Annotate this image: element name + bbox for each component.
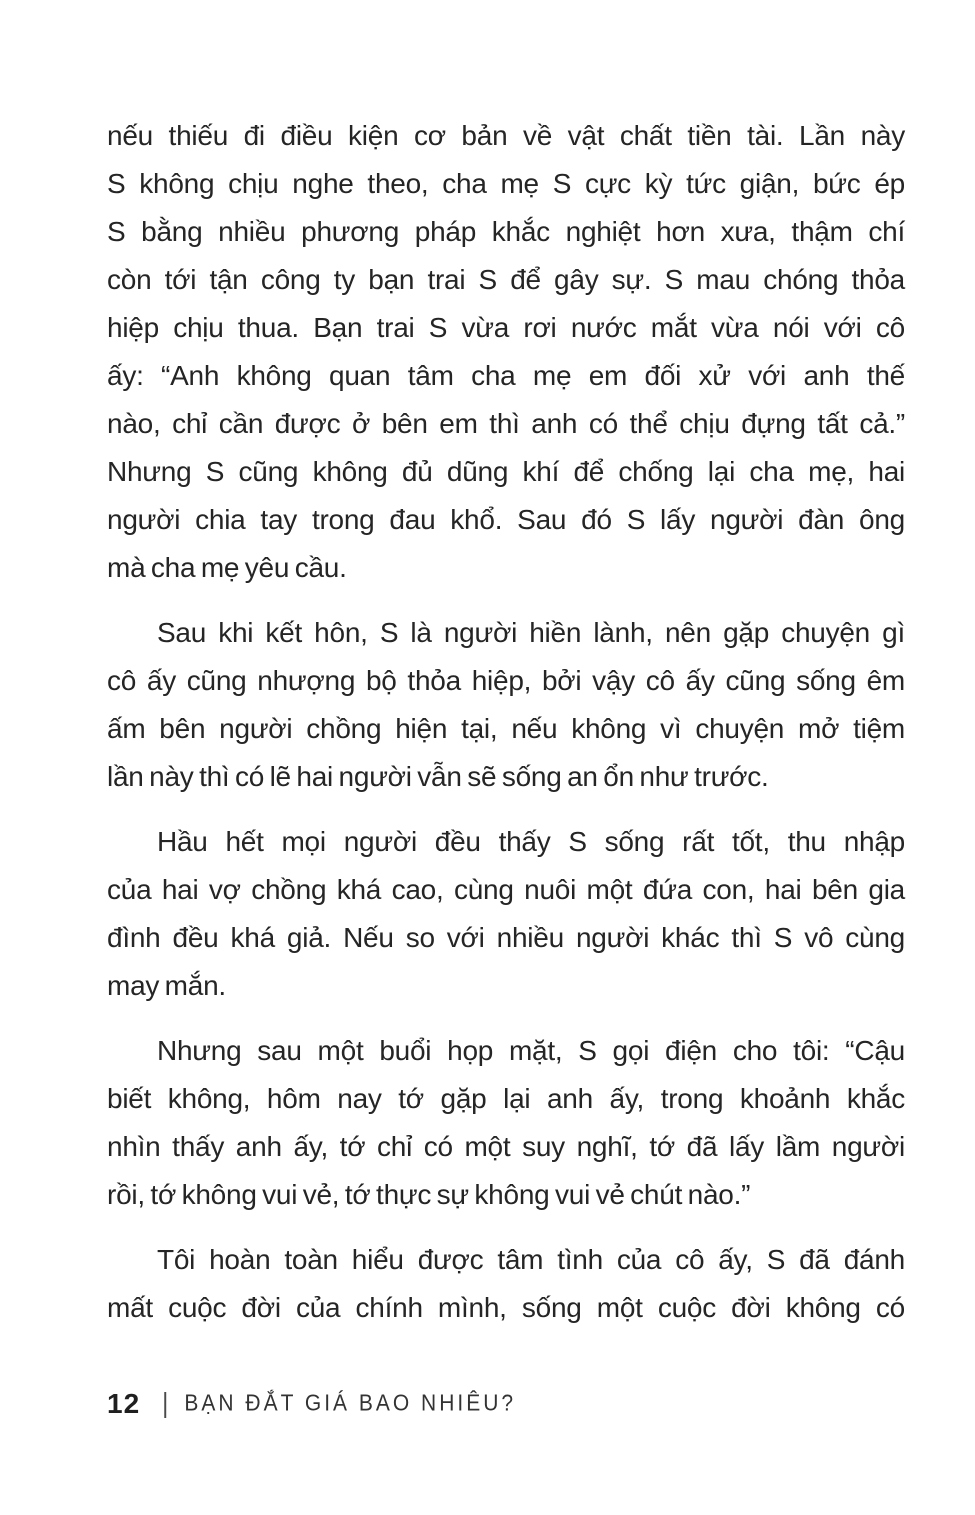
page-footer	[107, 1388, 516, 1420]
text-line: Hầu hết mọi người đều thấy S sống rất tốt, thu nhập	[157, 826, 905, 857]
text-line: đình đều khá giả. Nếu so với nhiều người khác thì S vô cùng	[107, 922, 905, 953]
paragraph	[107, 818, 905, 1010]
text-line: người chia tay trong đau khổ. Sau đó S lấy người đàn ông	[107, 504, 905, 535]
text-line: biết không, hôm nay tớ gặp lại anh ấy, trong khoảnh khắc	[107, 1083, 905, 1114]
text-line: ấm bên người chồng hiện tại, nếu không vì chuyện mở tiệm	[107, 713, 905, 744]
paragraph	[107, 112, 905, 592]
text-line: may mắn.	[107, 970, 226, 1001]
book-title: BẠN ĐẮT GIÁ BAO NHIÊU?	[184, 1390, 517, 1417]
text-line: cô ấy cũng nhượng bộ thỏa hiệp, bởi vậy cô ấy cũng sống êm	[107, 665, 905, 696]
text-line: Tôi hoàn toàn hiểu được tâm tình của cô ấy, S đã đánh	[157, 1244, 905, 1275]
text-line: rồi, tớ không vui vẻ, tớ thực sự không vui vẻ chút nào.”	[107, 1179, 751, 1210]
text-line: mà cha mẹ yêu cầu.	[107, 552, 347, 583]
text-line: mất cuộc đời của chính mình, sống một cuộc đời không có	[107, 1292, 905, 1323]
text-line: hiệp chịu thua. Bạn trai S vừa rơi nước mắt vừa nói với cô	[107, 312, 905, 343]
text-line: S bằng nhiều phương pháp khắc nghiệt hơn xưa, thậm chí	[107, 216, 905, 247]
paragraph	[107, 609, 905, 801]
text-line: ấy: “Anh không quan tâm cha mẹ em đối xử với anh thế	[107, 360, 905, 391]
text-line: của hai vợ chồng khá cao, cùng nuôi một đứa con, hai bên gia	[107, 874, 905, 905]
text-line: lần này thì có lẽ hai người vẫn sẽ sống an ổn như trước.	[107, 761, 769, 792]
text-line: nhìn thấy anh ấy, tớ chỉ có một suy nghĩ, tớ đã lấy lầm người	[107, 1131, 905, 1162]
paragraph	[107, 1027, 905, 1219]
page-text	[107, 112, 905, 1332]
text-line: còn tới tận công ty bạn trai S để gây sự. S mau chóng thỏa	[107, 264, 905, 295]
text-line: S không chịu nghe theo, cha mẹ S cực kỳ tức giận, bức ép	[107, 168, 905, 199]
text-line: Nhưng sau một buổi họp mặt, S gọi điện cho tôi: “Cậu	[157, 1035, 905, 1066]
footer-separator: |	[162, 1387, 169, 1419]
text-line: Nhưng S cũng không đủ dũng khí để chống lại cha mẹ, hai	[107, 456, 905, 487]
paragraph	[107, 1236, 905, 1332]
text-line: nào, chỉ cần được ở bên em thì anh có thể chịu đựng tất cả.”	[107, 408, 905, 439]
page-number: 12	[107, 1388, 141, 1419]
text-line: nếu thiếu đi điều kiện cơ bản về vật chất tiền tài. Lần này	[107, 120, 905, 151]
text-line: Sau khi kết hôn, S là người hiền lành, nên gặp chuyện gì	[157, 617, 905, 648]
